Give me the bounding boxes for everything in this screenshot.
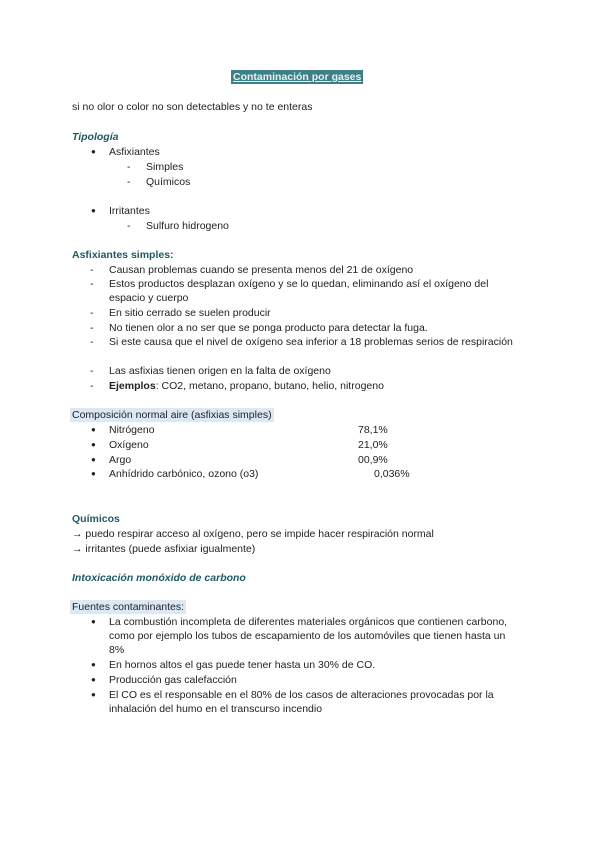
list-item: - Si este causa que el nivel de oxígeno sea inferior a 18 problemas serios de respiración	[109, 335, 524, 349]
list-item-quimicos: - Químicos	[146, 175, 190, 189]
composition-row-name: ● Anhídrido carbónico, ozono (o3)	[109, 467, 258, 481]
intro-text: si no olor o color no son detectables y no te enteras	[72, 101, 313, 113]
tipologia-heading: Tipología	[72, 131, 119, 143]
list-item: ● Producción gas calefacción	[109, 673, 237, 687]
list-item-irritantes: ● Irritantes	[109, 204, 150, 218]
list-item: ● En hornos altos el gas puede tener hasta un 30% de CO.	[109, 658, 375, 672]
list-item: - En sitio cerrado se suelen producir	[109, 306, 271, 320]
composition-row-value: 21,0%	[358, 439, 388, 451]
quimicos-line: → puedo respirar acceso al oxígeno, pero se impide hacer respiración normal	[72, 528, 434, 540]
list-item: - No tienen olor a no ser que se ponga producto para detectar la fuga.	[109, 321, 428, 335]
composicion-heading: Composición normal aire (asfixias simples)	[72, 409, 272, 421]
asfixiantes-simples-heading: Asfixiantes simples:	[72, 249, 174, 261]
list-item-asfixiantes: ● Asfixiantes	[109, 145, 160, 159]
composition-row-name: ● Argo	[109, 453, 131, 467]
list-item: - Causan problemas cuando se presenta menos del 21 de oxígeno	[109, 263, 413, 277]
list-item: ● El CO es el responsable en el 80% de los casos de alteraciones provocadas por la inhalación del humo en el transcurso incendio	[109, 688, 524, 716]
composition-row-name: ● Oxígeno	[109, 438, 149, 452]
fuentes-heading: Fuentes contaminantes:	[72, 601, 185, 613]
list-item: - Estos productos desplazan oxígeno y se lo quedan, eliminando así el oxígeno del espacio y cuerpo	[109, 277, 524, 305]
page-title: Contaminación por gases	[233, 71, 362, 83]
intoxicacion-heading: Intoxicación monóxido de carbono	[72, 572, 246, 584]
quimicos-heading: Químicos	[72, 513, 120, 525]
list-item-simples: - Simples	[146, 160, 183, 174]
list-item: ● La combustión incompleta de diferentes materiales orgánicos que contienen carbono, como por ejemplo los tubos de escapamiento de los automóviles que tienen hasta un 8%	[109, 615, 519, 657]
ejemplos-text: : CO2, metano, propano, butano, helio, nitrogeno	[155, 380, 384, 392]
list-item-sulfuro: - Sulfuro hidrogeno	[146, 219, 229, 233]
composition-row-name: ● Nitrógeno	[109, 423, 155, 437]
composition-row-value: 78,1%	[358, 424, 388, 436]
quimicos-line: → irritantes (puede asfixiar igualmente)	[72, 543, 256, 555]
list-item-ejemplos	[109, 379, 384, 393]
composition-row-value: 00,9%	[358, 454, 388, 466]
ejemplos-label: Ejemplos	[109, 380, 156, 392]
composition-row-value: 0,036%	[374, 468, 410, 480]
list-item: - Las asfixias tienen origen en la falta de oxígeno	[109, 364, 331, 378]
